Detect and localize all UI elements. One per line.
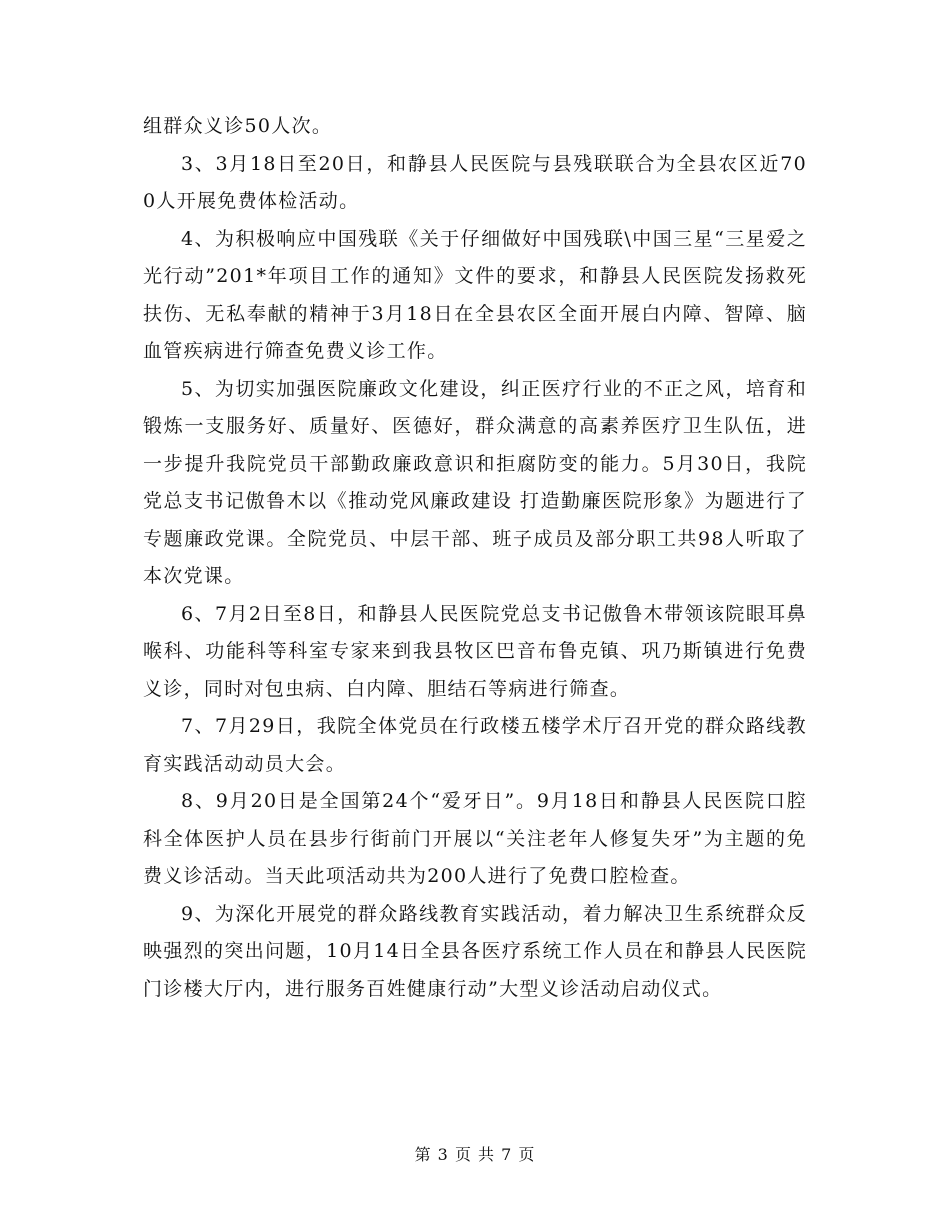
document-body <box>143 108 807 1008</box>
paragraph-item-9: 9、为深化开展党的群众路线教育实践活动，着力解决卫生系统群众反映强烈的突出问题，10月14日全县各医疗系统工作人员在和静县人民医院门诊楼大厅内，进行服务百姓健康行动”大型义诊活动启动仪式。 <box>143 902 807 1000</box>
paragraph-item-5: 5、为切实加强医院廉政文化建设，纠正医疗行业的不正之风，培育和锻炼一支服务好、质量好、医德好，群众满意的高素养医疗卫生队伍，进一步提升我院党员干部勤政廉政意识和拒腐防变的能力。5月30日，我院党总支书记傲鲁木以《推动党风廉政建设 打造勤廉医院形象》为题进行了专题廉政党课。全院党员、中层干部、班子成员及部分职工共98人听取了本次党课。 <box>143 377 807 587</box>
paragraph-item-7: 7、7月29日，我院全体党员在行政楼五楼学术厅召开党的群众路线教育实践活动动员大会。 <box>143 715 807 775</box>
paragraph-item-3: 3、3月18日至20日，和静县人民医院与县残联联合为全县农区近700人开展免费体检活动。 <box>143 152 807 212</box>
paragraph-item-8: 8、9月20日是全国第24个“爱牙日”。9月18日和静县人民医院口腔科全体医护人员在县步行街前门开展以“关注老年人修复失牙”为主题的免费义诊活动。当天此项活动共为200人进行了免费口腔检查。 <box>143 790 807 887</box>
paragraph-item-6: 6、7月2日至8日，和静县人民医院党总支书记傲鲁木带领该院眼耳鼻喉科、功能科等科室专家来到我县牧区巴音布鲁克镇、巩乃斯镇进行免费义诊，同时对包虫病、白内障、胆结石等病进行筛查。 <box>143 602 807 700</box>
paragraph-continuation: 组群众义诊50人次。 <box>143 115 333 137</box>
paragraph-item-4: 4、为积极响应中国残联《关于仔细做好中国残联\中国三星“三星爱之光行动”201*年项目工作的通知》文件的要求，和静县人民医院发扬救死扶伤、无私奉献的精神于3月18日在全县农区全面开展白内障、智障、脑血管疾病进行筛查免费义诊工作。 <box>143 227 807 362</box>
page-number-footer: 第 3 页 共 7 页 <box>414 1145 536 1164</box>
